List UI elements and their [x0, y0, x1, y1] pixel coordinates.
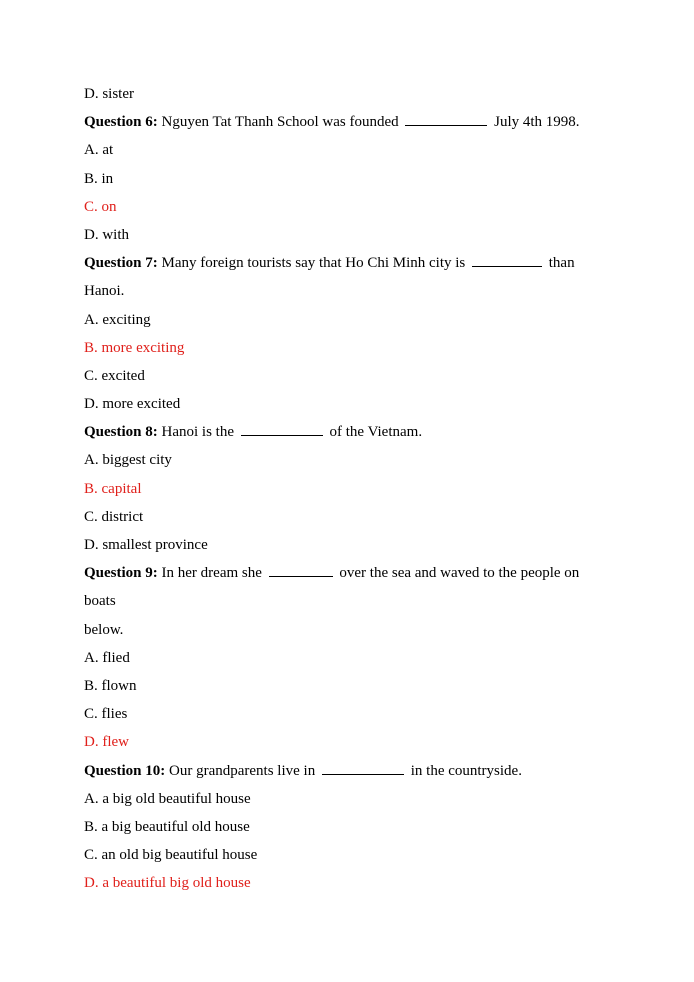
question-9-stem — [84, 563, 614, 591]
question-7-continuation: Hanoi. — [84, 283, 125, 300]
option-q8-b-correct: B. capital — [84, 480, 142, 497]
question-10-label: Question 10: — [84, 762, 166, 779]
answer-blank — [472, 254, 542, 267]
question-8-text-before: Hanoi is the — [161, 424, 235, 441]
question-6-text-after: July 4th 1998. — [494, 114, 580, 131]
document-page — [84, 84, 614, 901]
option-q10-d-correct: D. a beautiful big old house — [84, 875, 251, 892]
option-q9-b: B. flown — [84, 677, 137, 694]
option-q8-a: A. biggest city — [84, 452, 172, 469]
answer-blank — [405, 113, 487, 126]
question-9-continuation: boats — [84, 593, 116, 610]
question-7-label: Question 7: — [84, 255, 158, 272]
question-9-text-before: In her dream she — [161, 565, 262, 582]
answer-blank — [241, 423, 323, 436]
question-8-text-after: of the Vietnam. — [329, 424, 423, 441]
option-q7-c: C. excited — [84, 367, 145, 384]
question-9-label: Question 9: — [84, 565, 158, 582]
question-7-text-before: Many foreign tourists say that Ho Chi Minh city is — [161, 255, 466, 272]
question-10-text-before: Our grandparents live in — [169, 762, 316, 779]
question-9-continuation-2: below. — [84, 621, 124, 638]
question-6-text-before: Nguyen Tat Thanh School was founded — [161, 114, 399, 131]
option-q6-a: A. at — [84, 142, 114, 159]
question-9-text-after: over the sea and waved to the people on — [339, 565, 580, 582]
option-q6-c-correct: C. on — [84, 198, 117, 215]
question-8-stem — [84, 422, 614, 450]
option-q5-d: D. sister — [84, 86, 134, 102]
question-7-stem — [84, 253, 614, 281]
option-q8-d: D. smallest province — [84, 537, 208, 553]
option-q6-d: D. with — [84, 226, 129, 243]
option-q7-a: A. exciting — [84, 311, 151, 328]
option-q9-a: A. flied — [84, 649, 130, 666]
answer-blank — [322, 762, 404, 775]
option-q8-c: C. district — [84, 508, 144, 525]
option-q6-b: B. in — [84, 170, 114, 187]
option-q10-c: C. an old big beautiful house — [84, 847, 258, 864]
option-q10-a: A. a big old beautiful house — [84, 790, 251, 807]
question-6-label: Question 6: — [84, 114, 158, 131]
question-7-text-after: than — [548, 255, 575, 272]
option-q7-b-correct: B. more exciting — [84, 339, 185, 356]
question-6-stem — [84, 112, 614, 140]
option-q10-b: B. a big beautiful old house — [84, 818, 250, 835]
question-8-label: Question 8: — [84, 424, 158, 441]
option-q9-d-correct: D. flew — [84, 734, 129, 751]
answer-blank — [269, 564, 333, 577]
question-10-text-after: in the countryside. — [410, 762, 522, 779]
option-q7-d: D. more excited — [84, 396, 181, 413]
question-10-stem — [84, 761, 614, 789]
option-q9-c: C. flies — [84, 706, 128, 723]
